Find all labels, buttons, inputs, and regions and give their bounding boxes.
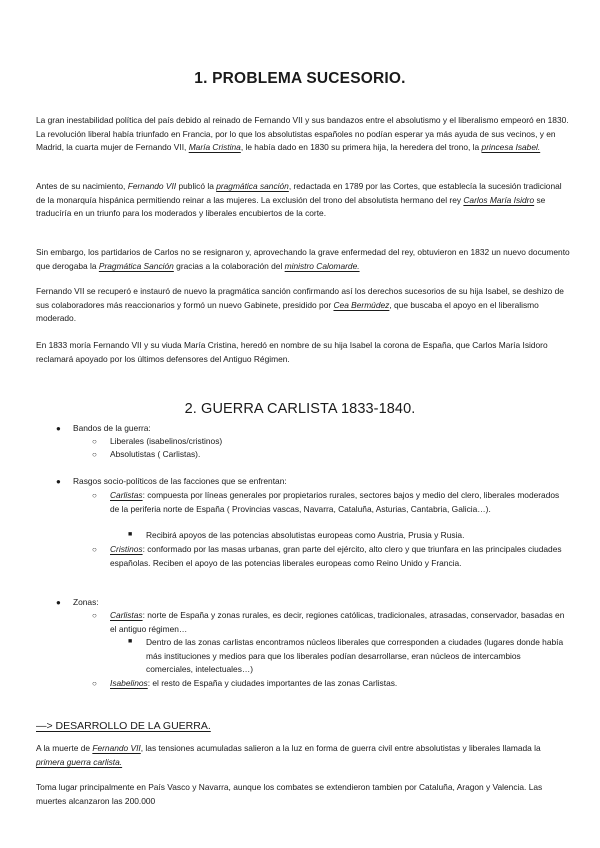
bandos-label: Bandos de la guerra: (73, 423, 151, 433)
rasgos-label: Rasgos socio-políticos de las facciones que se enfrentan: (73, 476, 287, 486)
p2-d: se traducíría en un triunfo para los moderados y liberales encubiertos de la corte. (36, 194, 546, 218)
bullet-icon: ● (56, 424, 61, 433)
p2-b: publicó la (176, 181, 217, 191)
link-princesa-isabel[interactable]: princesa Isabel. (481, 142, 541, 152)
link-pragmatica-sancion-2[interactable]: Pragmática Sanción (98, 260, 174, 271)
p4-a: Fernando VII se recuperó e instauró de nuevo la pragmática sanción confirmando así los derechos sucesorios de su hija Isabel, se deshizo de sus colaboradores más reaccionarios y formó un nuevo Gabinete, presidido por (36, 286, 564, 310)
paragraph-3 (36, 246, 570, 273)
zonas-carlistas-sub: Dentro de las zonas carlistas encontramos núcleos liberales que corresponden a ciudades (lugares donde había más instituciones y medios para que los liberales podían desarrollarse, eran núcleos de intercambios comerciales, intelectuales…) (146, 637, 564, 674)
link-maria-cristina[interactable]: María Cristina (188, 142, 241, 152)
link-primera-guerra-carlista[interactable]: primera guerra carlista. (36, 756, 123, 767)
link-isabelinos[interactable]: Isabelinos (110, 678, 148, 688)
link-carlos-maria-isidro[interactable]: Carlos María Isidro (463, 194, 535, 205)
circle-bullet-icon: ○ (92, 679, 97, 688)
rasgos-cristinos (110, 543, 565, 570)
circle-bullet-icon: ○ (92, 450, 97, 459)
circle-bullet-icon: ○ (92, 545, 97, 554)
p2-a: Antes de su nacimiento, (36, 181, 128, 191)
section-2-title: 2. GUERRA CARLISTA 1833-1840. (184, 401, 416, 417)
circle-bullet-icon: ○ (92, 437, 97, 446)
bandos-item: Absolutistas ( Carlistas). (110, 449, 201, 459)
paragraph-6 (36, 742, 570, 769)
section-1-title: 1. PROBLEMA SUCESORIO. (194, 70, 406, 87)
p3-b: gracias a la colaboración del (173, 260, 285, 271)
zonas-carlistas (110, 609, 565, 636)
p3-a: Sin embargo, los partidarios de Carlos no se resignaron y, aprovechando la grave enfermedad del rey, obtuvieron en 1832 un nuevo documento que derogaba la (36, 247, 570, 271)
p2-c: , redactada en 1789 por las Cortes, que establecía la sucesión tradicional de la monarquía hispánica permitiendo reinar a las mujeres. La exclusión del trono del absolutista hermano del rey (36, 181, 562, 205)
paragraph-4 (36, 285, 570, 326)
p6-a: A la muerte de (36, 743, 93, 753)
rasgos-carlistas-text: : compuesta por líneas generales por propietarios rurales, sectores bajos y medio del clero, liberales moderados de la periferia norte de España ( Provincias vascas, Navarra, Cataluña, Asturias, Cantabria, Galicia…). (110, 490, 560, 514)
rasgos-carlistas (110, 489, 565, 516)
link-carlistas[interactable]: Carlistas (110, 490, 143, 500)
square-bullet-icon: ■ (128, 531, 133, 538)
bullet-icon: ● (56, 598, 61, 607)
square-bullet-icon: ■ (128, 638, 133, 645)
zonas-isabelinos (110, 677, 565, 691)
p6-b: , las tensiones acumuladas salieron a la luz en forma de guerra civil entre absolutistas y liberales llamada la (140, 743, 541, 753)
p2-fernando: Fernando VII (127, 181, 177, 191)
zonas-label: Zonas: (73, 597, 99, 607)
zonas-carlistas-text: : norte de España y zonas rurales, es decir, regiones católicas, tradicionales, atrasadas, conservador, basadas en el antiguo régimen… (110, 610, 565, 634)
paragraph-5: En 1833 moría Fernando VII y su viuda María Cristina, heredó en nombre de su hija Isabel la corona de España, que Carlos María Isidoro reclamará apoyado por los últimos defensores del Antiguo Régimen. (36, 340, 548, 364)
bandos-item: Liberales (isabelinos/cristinos) (110, 436, 223, 446)
paragraph-1 (36, 114, 570, 155)
circle-bullet-icon: ○ (92, 611, 97, 620)
p4-b: , que buscaba el apoyo en el liberalismo moderado. (36, 299, 539, 323)
rasgos-cristinos-text: : conformado por las masas urbanas, gran parte del ejército, alto clero y que triunfara en las principales ciudades españolas. Reciben el apoyo de las potencias liberales europeas como Reino Unido y Francia. (110, 544, 562, 568)
link-pragmatica-sancion[interactable]: pragmática sanción (216, 181, 289, 191)
link-cristinos[interactable]: Cristinos (110, 544, 143, 554)
link-ministro-calomarde[interactable]: ministro Calomarde. (284, 260, 360, 271)
paragraph-7: Toma lugar principalmente en País Vasco y Navarra, aunque los combates se extendieron tambien por Cataluña, Aragon y Valencia. Las muertes alcanzaron las 200.000 (36, 782, 543, 806)
zonas-isabelinos-text: : el resto de España y ciudades importantes de las zonas Carlistas. (147, 678, 398, 688)
link-carlistas-zona[interactable]: Carlistas (110, 610, 143, 620)
section-3-title: —> DESARROLLO DE LA GUERRA. (36, 720, 211, 732)
link-cea-bermudez[interactable]: Cea Bermúdez (333, 299, 390, 310)
paragraph-2 (36, 180, 570, 221)
p1-mid: , le había dado en 1830 su primera hija, la heredera del trono, la (240, 142, 482, 152)
circle-bullet-icon: ○ (92, 491, 97, 500)
rasgos-carlistas-sub: Recibirá apoyos de las potencias absolutistas europeas como Austria, Prusia y Rusia. (146, 530, 465, 540)
bullet-icon: ● (56, 477, 61, 486)
link-fernando-vii[interactable]: Fernando VII (92, 743, 141, 753)
p1-text: La gran inestabilidad política del país debido al reinado de Fernando VII y sus bandazos entre el absolutismo y el liberalismo empeoró en 1830. La revolución liberal había triunfado en Francia, por lo que los absolutistas españoles no podían esperar ya más ayuda de sus vecinos, y en Madrid, la cuarta mujer de Fernando VII, (36, 115, 569, 152)
